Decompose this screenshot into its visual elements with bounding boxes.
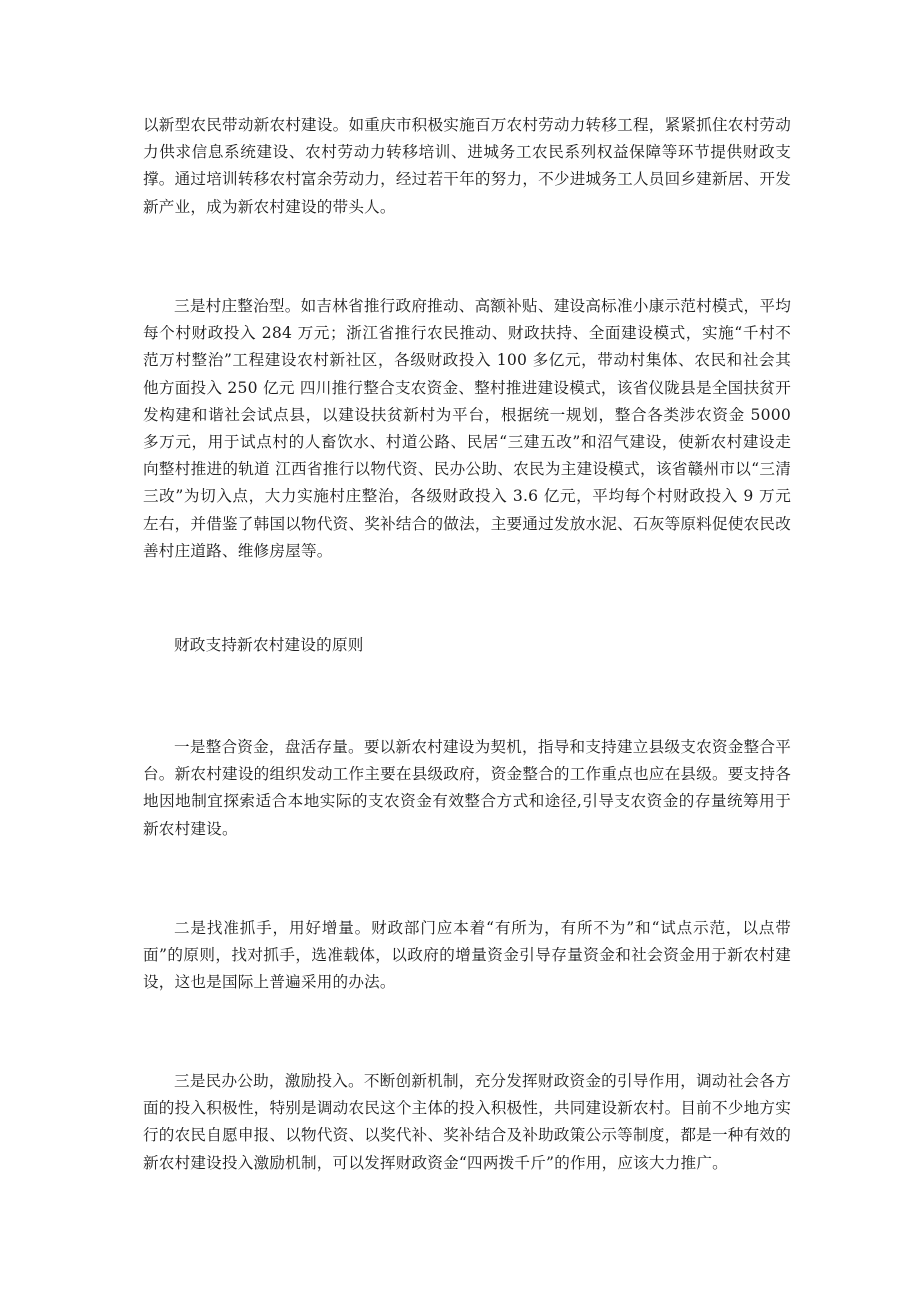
paragraph-principle-incentive-investment: 三是民办公助，激励投入。不断创新机制，充分发挥财政资金的引导作用，调动社会各方面的投入积极性，特别是调动农民这个主体的投入积极性，共同建设新农村。目前不少地方实行的农民自愿申报、以物代资、以奖代补、奖补结合及补助政策公示等制度，都是一种有效的新农村建设投入激励机制，可以发挥财政资金“四两拨千斤”的作用，应该大力推广。: [143, 1072, 791, 1172]
paragraph-village-renovation: 三是村庄整治型。如吉林省推行政府推动、高额补贴、建设高标准小康示范村模式，平均每个村财政投入 284 万元；浙江省推行农民推动、财政扶持、全面建设模式，实施“千村不范万村整治”工程建设农村新社区，各级财政投入 100 多亿元，带动村集体、农民和社会其他方面投入 250 亿元 四川推行整合支农资金、整村推进建设模式，该省仪陇县是全国扶贫开发构建和谐社会试点县，以建设扶贫新村为平台，根据统一规划，整合各类涉农资金 5000 多万元，用于试点村的人畜饮水、村道公路、民居“三建五改”和沼气建设，使新农村建设走向整村推进的轨道 江西省推行以物代资、民办公助、农民为主建设模式，该省赣州市以“三清三改”为切入点，大力实施村庄整治，各级财政投入 3.6 亿元，平均每个村财政投入 9 万元左右，并借鉴了韩国以物代资、奖补结合的做法，主要通过发放水泥、石灰等原料促使农民改善村庄道路、维修房屋等。: [143, 297, 791, 560]
paragraph-rural-labor-transfer: 以新型农民带动新农村建设。如重庆市积极实施百万农村劳动力转移工程，紧紧抓住农村劳动力供求信息系统建设、农村劳动力转移培训、进城务工农民系列权益保障等环节提供财政支撑。通过培训转移农村富余劳动力，经过若干年的努力，不少进城务工人员回乡建新居、开发新产业，成为新农村建设的带头人。: [143, 116, 791, 216]
section-heading-principles: 财政支持新农村建设的原则: [174, 636, 364, 654]
paragraph-principle-integrate-funds: 一是整合资金，盘活存量。要以新农村建设为契机，指导和支持建立县级支农资金整合平台。新农村建设的组织发动工作主要在县级政府，资金整合的工作重点也应在县级。要支持各地因地制宜探索适合本地实际的支农资金有效整合方式和途径,引导支农资金的存量统筹用于新农村建设。: [143, 738, 791, 838]
paragraph-principle-use-increment: 二是找准抓手，用好增量。财政部门应本着“有所为，有所不为”和“试点示范，以点带面”的原则，找对抓手，选准载体，以政府的增量资金引导存量资金和社会资金用于新农村建设，这也是国际上普遍采用的办法。: [143, 919, 791, 992]
